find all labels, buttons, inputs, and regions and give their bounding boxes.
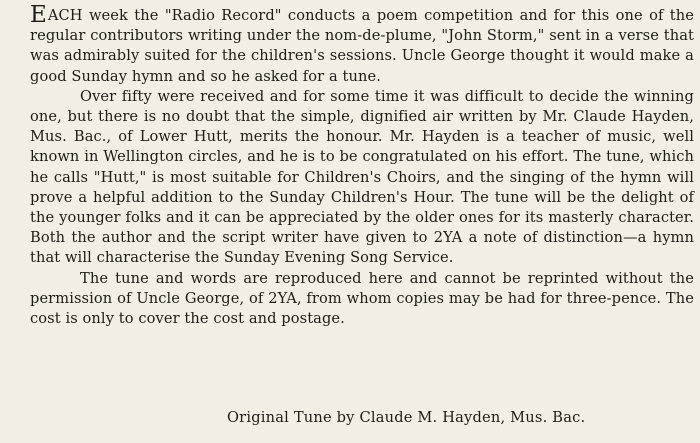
drop-cap: E [30, 2, 47, 28]
tune-credit: Original Tune by Claude M. Hayden, Mus. Bac. [227, 409, 586, 426]
paragraph-1 [30, 2, 694, 87]
paragraph-2: Over fifty were received and for some time it was difficult to decide the winning one, but there is no doubt that the simple, dignified air written by Mr. Claude Hayden, Mus. Bac., of Lower Hutt, merits the honour. Mr. Hayden is a teacher of music, well known in Wellington circles, and he is to be congratulated on his effort. The tune, which he calls "Hutt," is most suitable for Children's Choirs, and the singing of the hymn will prove a helpful addition to the Sunday Children's Hour. The tune will be the delight of the younger folks and it can be appreciated by the older ones for its masterly character. Both the author and the script writer have given to 2YA a note of distinction—a hymn that will characterise the Sunday Evening Song Service. [30, 87, 694, 267]
paragraph-3: The tune and words are reproduced here and cannot be reprinted without the permission of Uncle George, of 2YA, from whom copies may be had for three-pence. The cost is only to cover the cost and postage. [30, 269, 694, 328]
paragraph-1-text: ACH week the "Radio Record" conducts a poem competition and for this one of the regular contributors writing under the nom-de-plume, "John Storm," sent in a verse that was admirably suited for the children's sessions. Uncle George thought it would make a good Sunday hymn and so he asked for a tune. [30, 7, 694, 85]
article-body [30, 2, 694, 329]
